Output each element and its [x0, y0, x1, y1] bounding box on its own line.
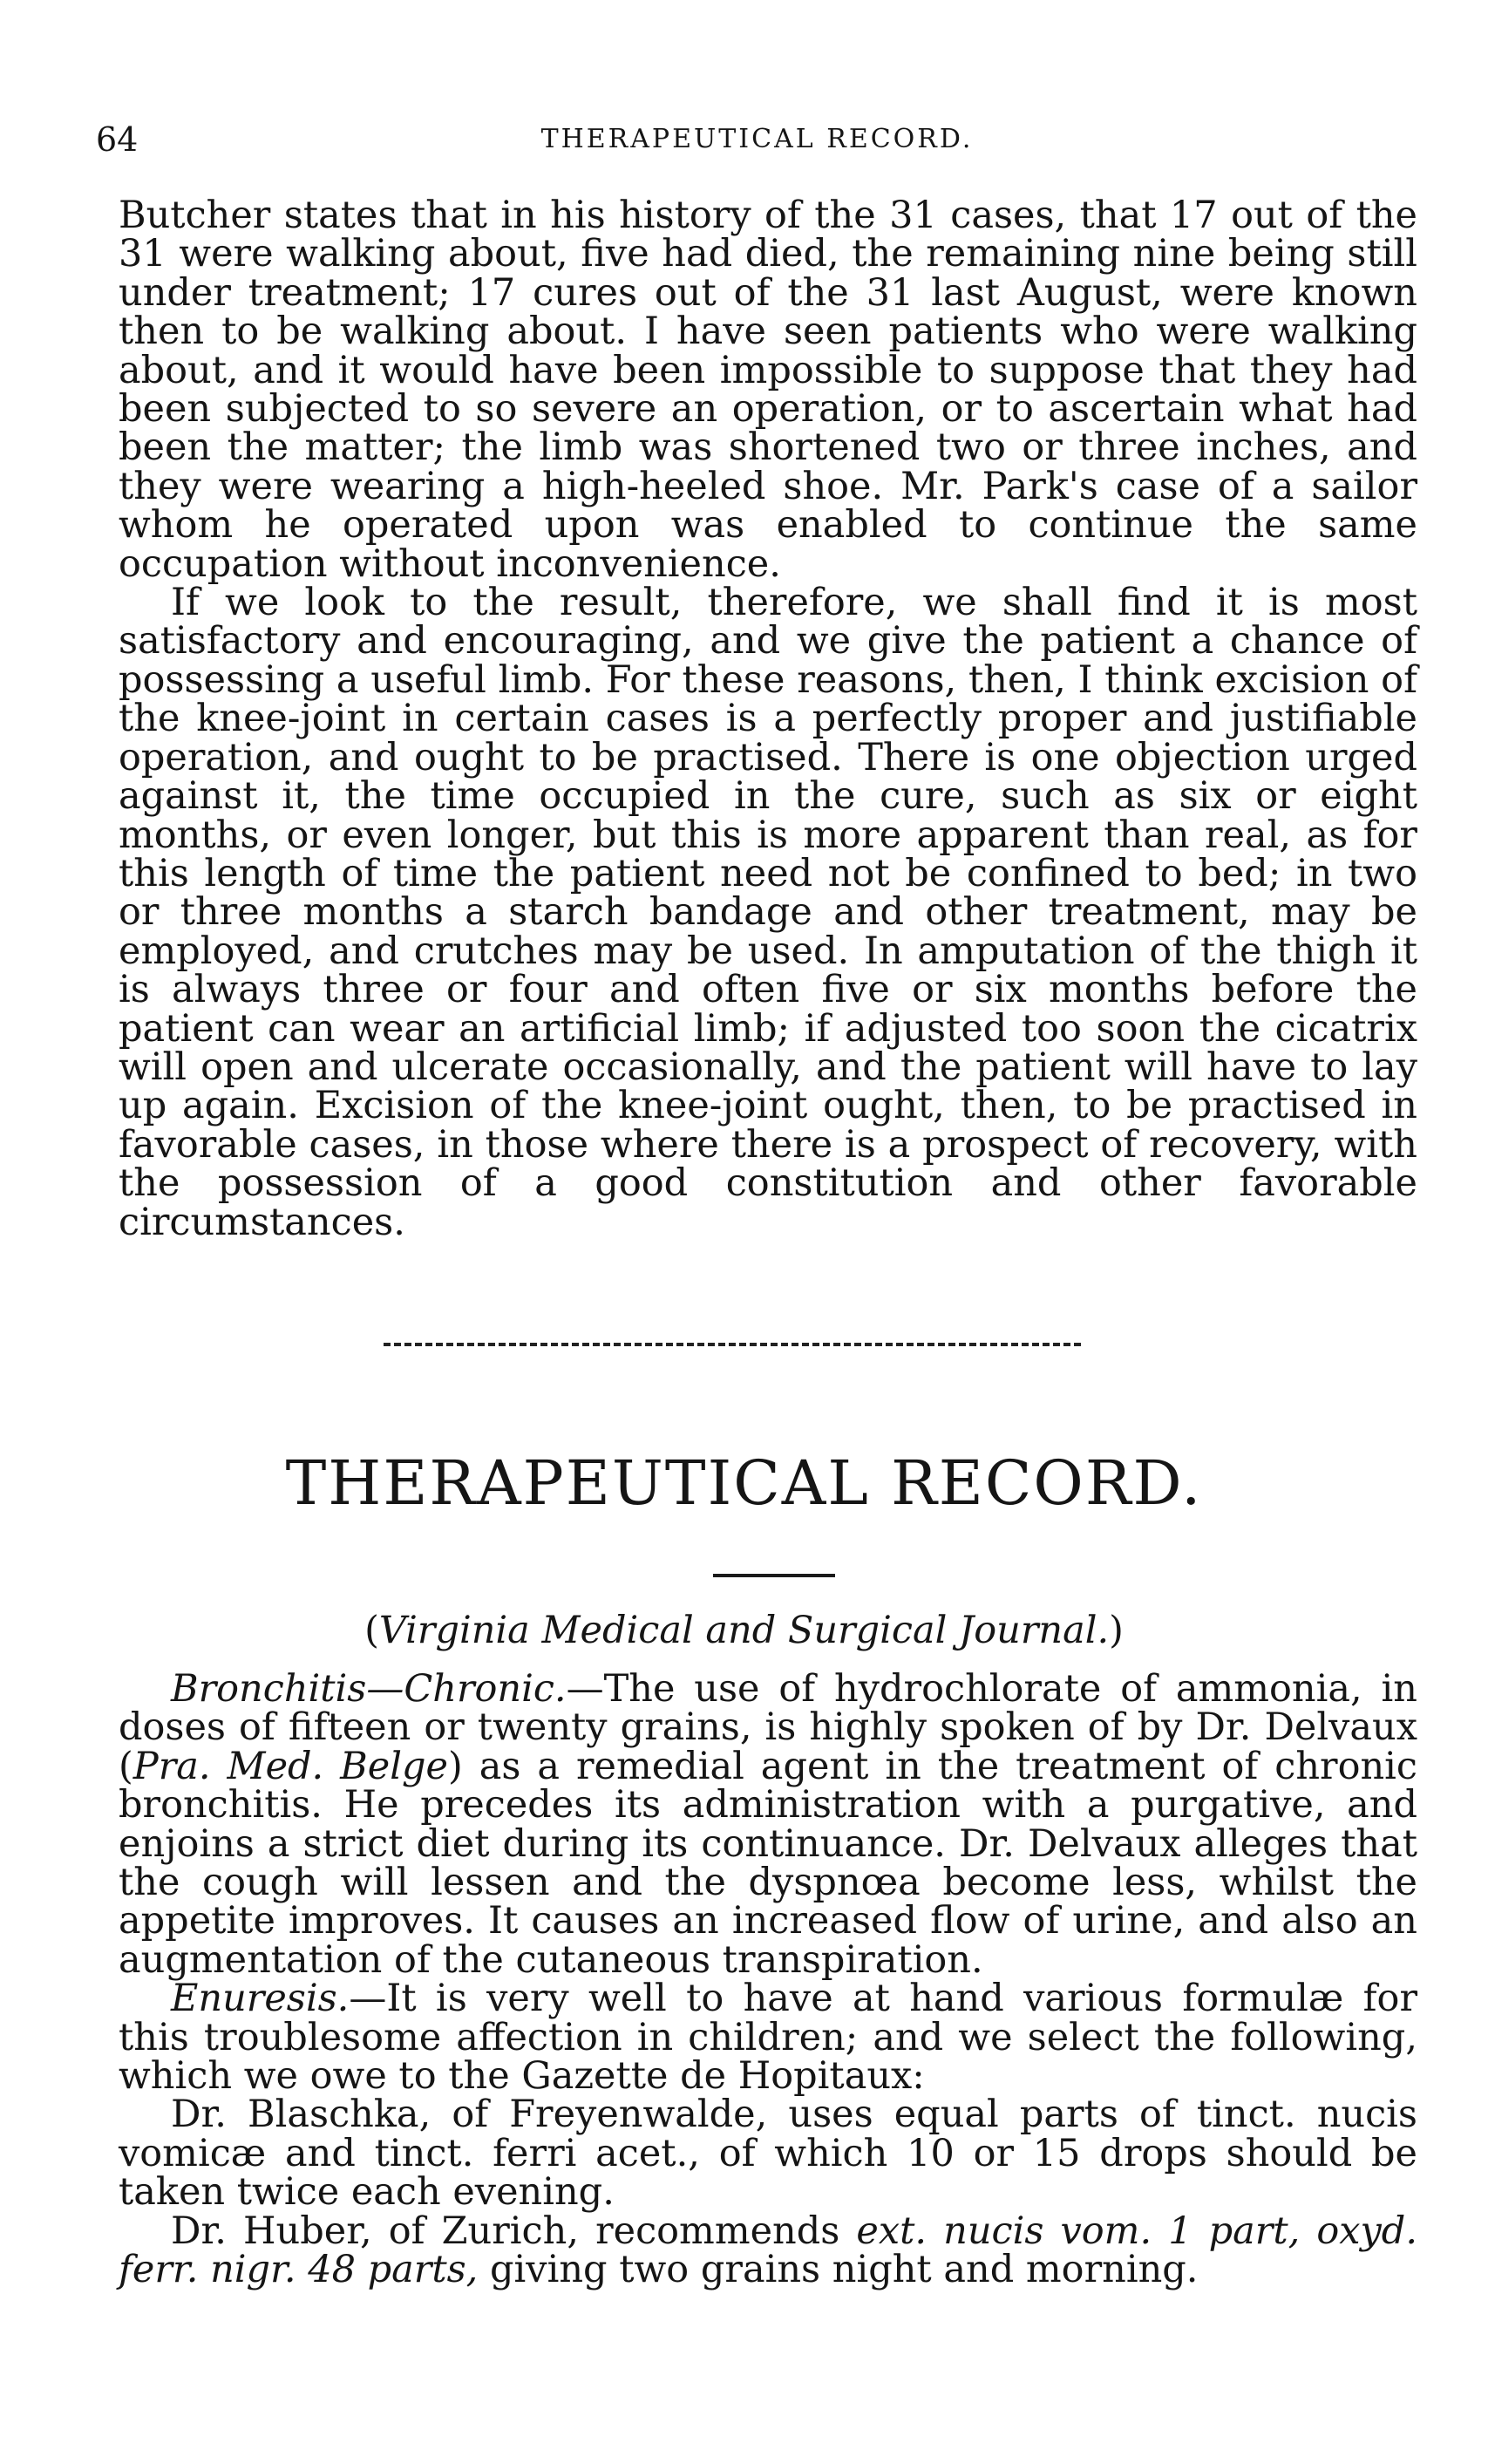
section-title: THERAPEUTICAL RECORD. [285, 1447, 1203, 1519]
section-separator [384, 1343, 1081, 1350]
journal-reference: Pra. Med. Belge [132, 1744, 448, 1788]
source-open-paren: ( [364, 1609, 379, 1652]
article-conclusion [119, 196, 1417, 1242]
entry-text: giving two grains night and morning. [478, 2248, 1199, 2292]
entry-heading: Enuresis. [171, 1977, 350, 2021]
entry-huber [119, 2209, 1417, 2292]
source-citation [0, 1609, 1488, 1652]
page-header [96, 120, 1418, 164]
entry-text: —The use of hydrochlorate of ammonia, in doses of fifteen or twenty grains, is highly spoken of by Dr. Delvaux ( [119, 1667, 1417, 1788]
title-rule [713, 1574, 835, 1577]
source-journal: Virginia Medical and Surgical Journal. [378, 1609, 1110, 1652]
entry-enuresis [119, 1977, 1417, 2099]
entry-text: ) as a remedial agent in the treatment of chronic bronchitis. He precedes its administration with a purgative, and enjoins a strict diet during its continuance. Dr. Delvaux alleges that the cough will lessen and the dyspnœa become less, whilst the appetite improves. It causes an increased flow of urine, and also an augmentation of the cutaneous transpiration. [119, 1744, 1418, 1982]
paragraph: Butcher states that in his history of the 31 cases, that 17 out of the 31 were walking about, five had died, the remaining nine being still under treatment; 17 cures out of the 31 last August, were known then to be walking about. I have seen patients who were walking about, and it would have been impossible to suppose that they had been subjected to so severe an operation, or to ascertain what had been the matter; the limb was shortened two or three inches, and they were wearing a high-heeled shoe. Mr. Park's case of a sailor whom he operated upon was enabled to continue the same occupation without inconvenience. [119, 194, 1417, 586]
prescription-formula: ext. nucis vom. 1 part, oxyd. ferr. nigr. 48 parts, [119, 2209, 1417, 2292]
entry-text: —It is very well to have at hand various formulæ for this troublesome affection in children; and we select the following, which we owe to the Gazette de Hopitaux: [119, 1977, 1417, 2099]
entry-bronchitis [119, 1667, 1418, 1982]
therapeutical-entries [119, 1667, 1418, 2292]
running-head: THERAPEUTICAL RECORD. [540, 124, 974, 154]
source-close-paren: ) [1109, 1609, 1124, 1652]
entry-blaschka: Dr. Blaschka, of Freyenwalde, uses equal parts of tinct. nucis vomicæ and tinct. ferri acet., of which 10 or 15 drops should be taken twice each evening. [119, 2093, 1417, 2215]
page-number: 64 [96, 120, 139, 159]
entry-text: Dr. Huber, of Zurich, recommends [171, 2209, 857, 2253]
entry-heading: Bronchitis—Chronic. [171, 1667, 567, 1711]
paragraph: If we look to the result, therefore, we shall find it is most satisfactory and encouraging, and we give the patient a chance of possessing a useful limb. For these reasons, then, I think excision of the knee-joint in certain cases is a perfectly proper and justifiable operation, and ought to be practised. There is one objection urged against it, the time occupied in the cure, such as six or eight months, or even longer, but this is more apparent than real, as for this length of time the patient need not be confined to bed; in two or three months a starch bandage and other treatment, may be employed, and crutches may be used. In amputation of the thigh it is always three or four and often five or six months before the patient can wear an artificial limb; if adjusted too soon the cicatrix will open and ulcerate occasionally, and the patient will have to lay up again. Excision of the knee-joint ought, then, to be practised in favorable cases, in those where there is a prospect of recovery, with the possession of a good constitution and other favorable circumstances. [119, 581, 1417, 1244]
